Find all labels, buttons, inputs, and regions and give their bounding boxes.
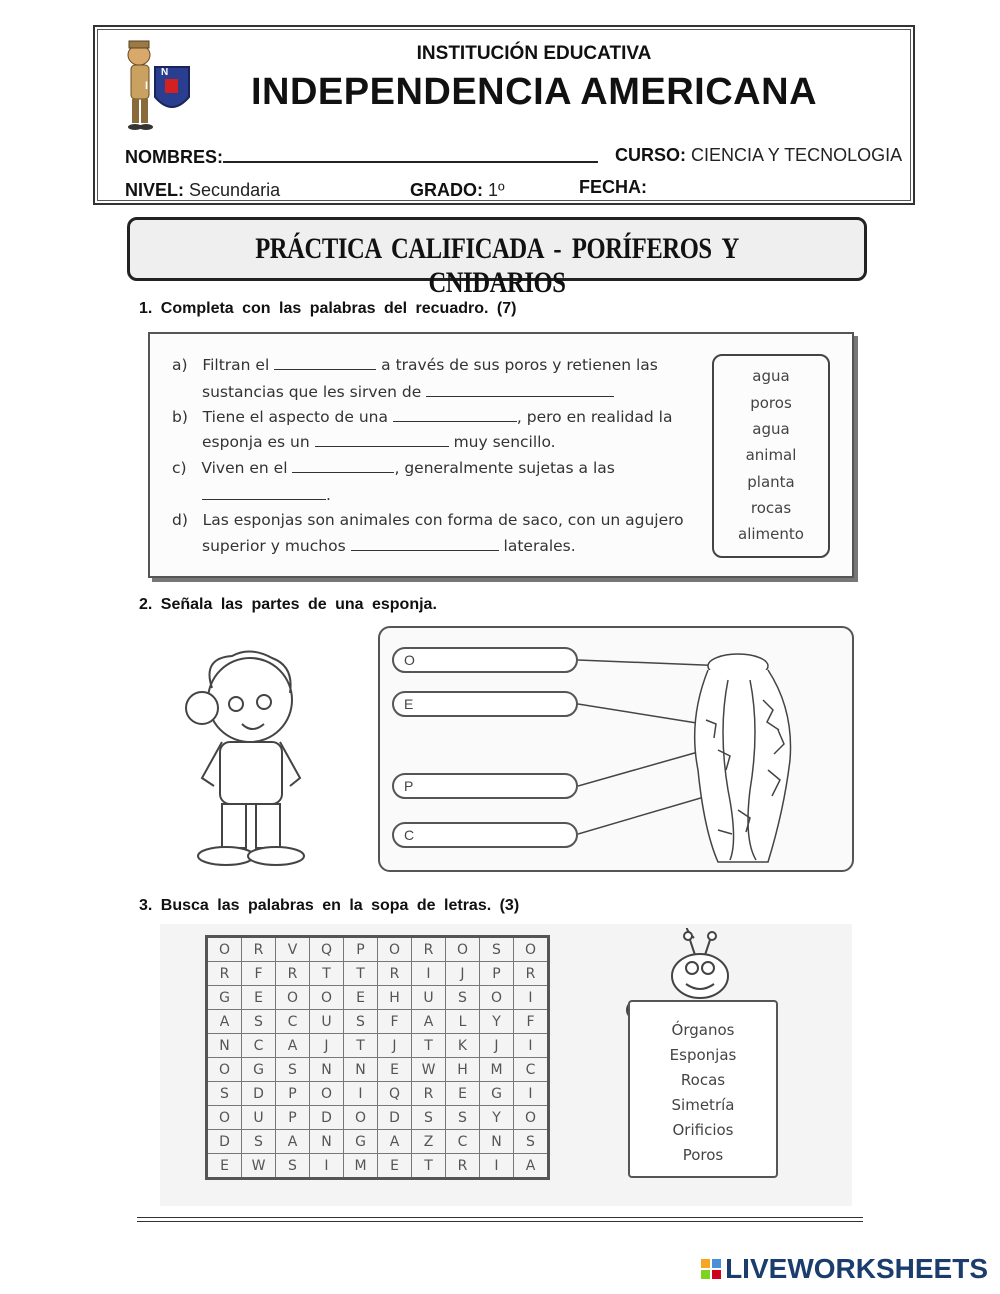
word-search-cell[interactable]: E [446, 1082, 480, 1106]
word-search-row [207, 962, 549, 986]
word-search-cell[interactable]: O [310, 986, 344, 1010]
word-search-cell[interactable]: W [242, 1154, 276, 1179]
word-list-item: Orificios [672, 1121, 734, 1139]
footer-divider [137, 1217, 863, 1222]
word-search-cell[interactable]: R [446, 1154, 480, 1179]
liveworksheets-logo-icon [701, 1259, 721, 1279]
word-search-cell[interactable]: A [276, 1130, 310, 1154]
q1-text-d1: Las esponjas son animales con forma de saco, con un agujero [202, 511, 684, 529]
word-search-cell[interactable]: I [514, 986, 549, 1010]
curso-row [615, 145, 902, 166]
word-search-cell[interactable]: J [480, 1034, 514, 1058]
header-box [93, 25, 915, 205]
word-search-cell[interactable]: O [207, 1058, 242, 1082]
word-list-item: Esponjas [669, 1046, 737, 1064]
q1-text-b2: esponja es un [202, 433, 310, 451]
liveworksheets-brand[interactable] [701, 1253, 988, 1285]
word-search-cell[interactable]: I [514, 1082, 549, 1106]
question-2-label: 2. Señala las partes de una esponja. [139, 596, 437, 613]
word-search-cell[interactable]: S [480, 937, 514, 962]
word-search-cell[interactable]: N [480, 1130, 514, 1154]
word-search-cell[interactable]: I [310, 1154, 344, 1179]
word-search-cell[interactable]: Y [480, 1010, 514, 1034]
word-search-cell[interactable]: W [412, 1058, 446, 1082]
nivel-row [125, 180, 280, 201]
word-search-cell[interactable]: O [514, 937, 549, 962]
curso-label: CURSO: [615, 145, 686, 165]
word-search-cell[interactable]: R [514, 962, 549, 986]
word-search-cell[interactable]: V [276, 937, 310, 962]
grado-row [410, 180, 505, 201]
word-search-cell[interactable]: O [446, 937, 480, 962]
word-search-cell[interactable]: Y [480, 1106, 514, 1130]
word-search-cell[interactable]: C [514, 1058, 549, 1082]
liveworksheets-text: LIVEWORKSHEETS [725, 1253, 988, 1284]
word-search-cell[interactable]: S [242, 1130, 276, 1154]
poros-answer-field[interactable]: P [392, 773, 578, 799]
question-3-label: 3. Busca las palabras en la sopa de letras. (3) [139, 897, 520, 914]
word-search-cell[interactable]: E [242, 986, 276, 1010]
coanocitos-answer-field[interactable]: C [392, 822, 578, 848]
q1-blank-7[interactable] [351, 538, 499, 551]
word-search-cell[interactable]: A [412, 1010, 446, 1034]
word-search-row [207, 1010, 549, 1034]
word-search-cell[interactable]: Q [378, 1082, 412, 1106]
word-search-cell[interactable]: F [242, 962, 276, 986]
word-search-grid [205, 935, 550, 1180]
word-bank-item: animal [745, 446, 797, 464]
nivel-label: NIVEL: [125, 180, 185, 200]
word-list-item: Rocas [680, 1071, 726, 1089]
q1-text-d2b: laterales. [503, 537, 576, 555]
word-search-row [207, 1058, 549, 1082]
word-search-row [207, 986, 549, 1010]
word-search-cell[interactable]: A [514, 1154, 549, 1179]
word-search-cell[interactable]: U [412, 986, 446, 1010]
word-search-cell[interactable]: O [514, 1106, 549, 1130]
word-search-cell[interactable]: T [310, 962, 344, 986]
word-bank-item: agua [752, 367, 790, 385]
word-search-cell[interactable]: U [310, 1010, 344, 1034]
word-search-cell[interactable]: P [480, 962, 514, 986]
word-search-cell[interactable]: T [412, 1154, 446, 1179]
q1-line-c2 [202, 486, 331, 504]
q1-line-d1 [172, 511, 684, 529]
word-search-cell[interactable]: C [242, 1034, 276, 1058]
word-search-cell[interactable]: C [446, 1130, 480, 1154]
page-title: PRÁCTICA CALIFICADA - PORÍFEROS Y CNIDARIOS [255, 232, 739, 299]
word-list-item: Órganos [671, 1021, 735, 1039]
word-search-cell[interactable]: D [207, 1130, 242, 1154]
grado-label: GRADO: [410, 180, 483, 200]
q1-blank-3[interactable] [393, 409, 517, 422]
institution-name: INDEPENDENCIA AMERICANA [250, 71, 818, 113]
word-search-cell[interactable]: N [310, 1130, 344, 1154]
word-search-cell[interactable]: M [344, 1154, 378, 1179]
q1-line-b2 [202, 433, 556, 451]
osculo-answer-field[interactable]: O [392, 647, 578, 673]
word-search-row [207, 1082, 549, 1106]
word-search-cell[interactable]: F [514, 1010, 549, 1034]
word-search-cell[interactable]: O [276, 986, 310, 1010]
word-search-cell[interactable]: G [480, 1082, 514, 1106]
word-search-cell[interactable]: D [310, 1106, 344, 1130]
word-search-cell[interactable]: S [242, 1010, 276, 1034]
q1-blank-5[interactable] [292, 460, 394, 473]
word-search-cell[interactable]: N [207, 1034, 242, 1058]
q1-text-a1b: a través de sus poros y retienen las [381, 356, 658, 374]
q1-blank-4[interactable] [315, 434, 449, 447]
q1-text-a1: Filtran el [202, 356, 270, 374]
grado-value: 1º [488, 180, 505, 200]
word-search-cell[interactable]: N [310, 1058, 344, 1082]
espongiocele-answer-field[interactable]: E [392, 691, 578, 717]
word-search-cell[interactable]: E [344, 986, 378, 1010]
word-search-cell[interactable]: J [378, 1034, 412, 1058]
word-search-cell[interactable]: T [412, 1034, 446, 1058]
word-bank-item: poros [750, 394, 792, 412]
q1-text-d2: superior y muchos [202, 537, 346, 555]
word-search-row [207, 1106, 549, 1130]
word-search-cell[interactable]: R [242, 937, 276, 962]
q1-text-b1b: , pero en realidad la [516, 408, 673, 426]
q1-letter-b: b) [172, 408, 188, 426]
word-search-row [207, 1034, 549, 1058]
word-search-cell[interactable]: J [446, 962, 480, 986]
crest-letter-a: A [151, 105, 159, 116]
word-search-cell[interactable]: O [344, 1106, 378, 1130]
q1-line-a1 [172, 356, 658, 374]
word-search-cell[interactable]: R [378, 962, 412, 986]
word-search-cell[interactable]: A [378, 1130, 412, 1154]
q1-text-c1: Viven en el [201, 459, 288, 477]
word-search-cell[interactable]: G [207, 986, 242, 1010]
title-box [127, 217, 867, 299]
word-search-cell[interactable]: S [276, 1058, 310, 1082]
word-search-cell[interactable]: D [242, 1082, 276, 1106]
word-search-cell[interactable]: H [446, 1058, 480, 1082]
word-bank-item: alimento [738, 525, 804, 543]
q1-line-d2 [202, 537, 576, 555]
crest-letter-n: N [161, 67, 169, 78]
word-search-cell[interactable]: I [412, 962, 446, 986]
word-search-cell[interactable]: D [378, 1106, 412, 1130]
q1-blank-1[interactable] [274, 357, 376, 370]
word-search-cell[interactable]: M [480, 1058, 514, 1082]
word-search-cell[interactable]: K [446, 1034, 480, 1058]
q1-blank-2[interactable] [426, 384, 614, 397]
word-search-cell[interactable]: U [242, 1106, 276, 1130]
word-search-cell[interactable]: G [242, 1058, 276, 1082]
word-search-cell[interactable]: E [207, 1154, 242, 1179]
word-search-cell[interactable]: E [378, 1058, 412, 1082]
fecha-row [579, 177, 647, 198]
word-search-cell[interactable]: L [446, 1010, 480, 1034]
word-search-cell[interactable]: E [378, 1154, 412, 1179]
word-search-cell[interactable]: O [480, 986, 514, 1010]
q1-blank-6[interactable] [202, 487, 326, 500]
word-search-cell[interactable]: O [207, 1106, 242, 1130]
word-search-cell[interactable]: S [344, 1010, 378, 1034]
word-search-cell[interactable]: H [378, 986, 412, 1010]
word-search-cell[interactable]: S [276, 1154, 310, 1179]
curso-value: CIENCIA Y TECNOLOGIA [691, 145, 903, 165]
q1-line-c1 [172, 459, 615, 477]
nombres-label: NOMBRES: [125, 147, 223, 167]
word-bank-item: planta [747, 473, 795, 491]
q1-text-b1: Tiene el aspecto de una [202, 408, 388, 426]
nombres-field[interactable] [223, 145, 598, 163]
word-search-cell[interactable]: I [514, 1034, 549, 1058]
word-search-cell[interactable]: O [207, 937, 242, 962]
word-search-cell[interactable]: N [344, 1058, 378, 1082]
word-search-cell[interactable]: R [207, 962, 242, 986]
word-search-cell[interactable]: R [412, 1082, 446, 1106]
word-list-item: Poros [682, 1146, 724, 1164]
word-search-cell[interactable]: O [378, 937, 412, 962]
word-search-cell[interactable]: S [207, 1082, 242, 1106]
word-search-cell[interactable]: I [480, 1154, 514, 1179]
q1-text-b2b: muy sencillo. [453, 433, 556, 451]
word-search-cell[interactable]: P [276, 1082, 310, 1106]
word-search-cell[interactable]: S [446, 986, 480, 1010]
q1-text-c2: . [326, 486, 331, 504]
word-search-cell[interactable]: R [276, 962, 310, 986]
word-search-row [207, 1130, 549, 1154]
word-search-cell[interactable]: T [344, 1034, 378, 1058]
word-search-cell[interactable]: A [207, 1010, 242, 1034]
word-search-cell[interactable]: S [412, 1106, 446, 1130]
word-search-cell[interactable]: P [276, 1106, 310, 1130]
word-bank-item: rocas [750, 499, 792, 517]
institution-label: INSTITUCIÓN EDUCATIVA [416, 43, 652, 64]
word-search-cell[interactable]: Z [412, 1130, 446, 1154]
word-search-row [207, 1154, 549, 1179]
q1-letter-d: d) [172, 511, 188, 529]
sponge-diagram [578, 640, 838, 870]
word-search-row [207, 937, 549, 962]
q1-line-b1 [172, 408, 672, 426]
word-search-cell[interactable]: T [344, 962, 378, 986]
word-search-cell[interactable]: R [412, 937, 446, 962]
child-cartoon-illustration [172, 638, 322, 870]
word-search-cell[interactable]: O [310, 1082, 344, 1106]
word-bank-item: agua [752, 420, 790, 438]
nombres-row [125, 145, 598, 168]
word-list-item: Simetría [671, 1096, 735, 1114]
word-search-cell[interactable]: S [446, 1106, 480, 1130]
word-search-cell[interactable]: I [344, 1082, 378, 1106]
q1-text-c1b: , generalmente sujetas a las [394, 459, 615, 477]
word-search-cell[interactable]: P [344, 937, 378, 962]
word-search-cell[interactable]: C [276, 1010, 310, 1034]
q1-text-a2: sustancias que les sirven de [202, 383, 422, 401]
word-search-cell[interactable]: A [276, 1034, 310, 1058]
word-search-cell[interactable]: J [310, 1034, 344, 1058]
crest-letter-i: I [145, 80, 149, 92]
fecha-label: FECHA: [579, 177, 647, 197]
q1-letter-a: a) [172, 356, 188, 374]
word-search-cell[interactable]: S [514, 1130, 549, 1154]
word-search-cell[interactable]: Q [310, 937, 344, 962]
q1-line-a2 [202, 383, 614, 401]
word-search-cell[interactable]: F [378, 1010, 412, 1034]
question-1-label: 1. Completa con las palabras del recuadro. (7) [139, 300, 517, 317]
nivel-value: Secundaria [189, 180, 281, 200]
word-search-cell[interactable]: G [344, 1130, 378, 1154]
q1-letter-c: c) [172, 459, 187, 477]
